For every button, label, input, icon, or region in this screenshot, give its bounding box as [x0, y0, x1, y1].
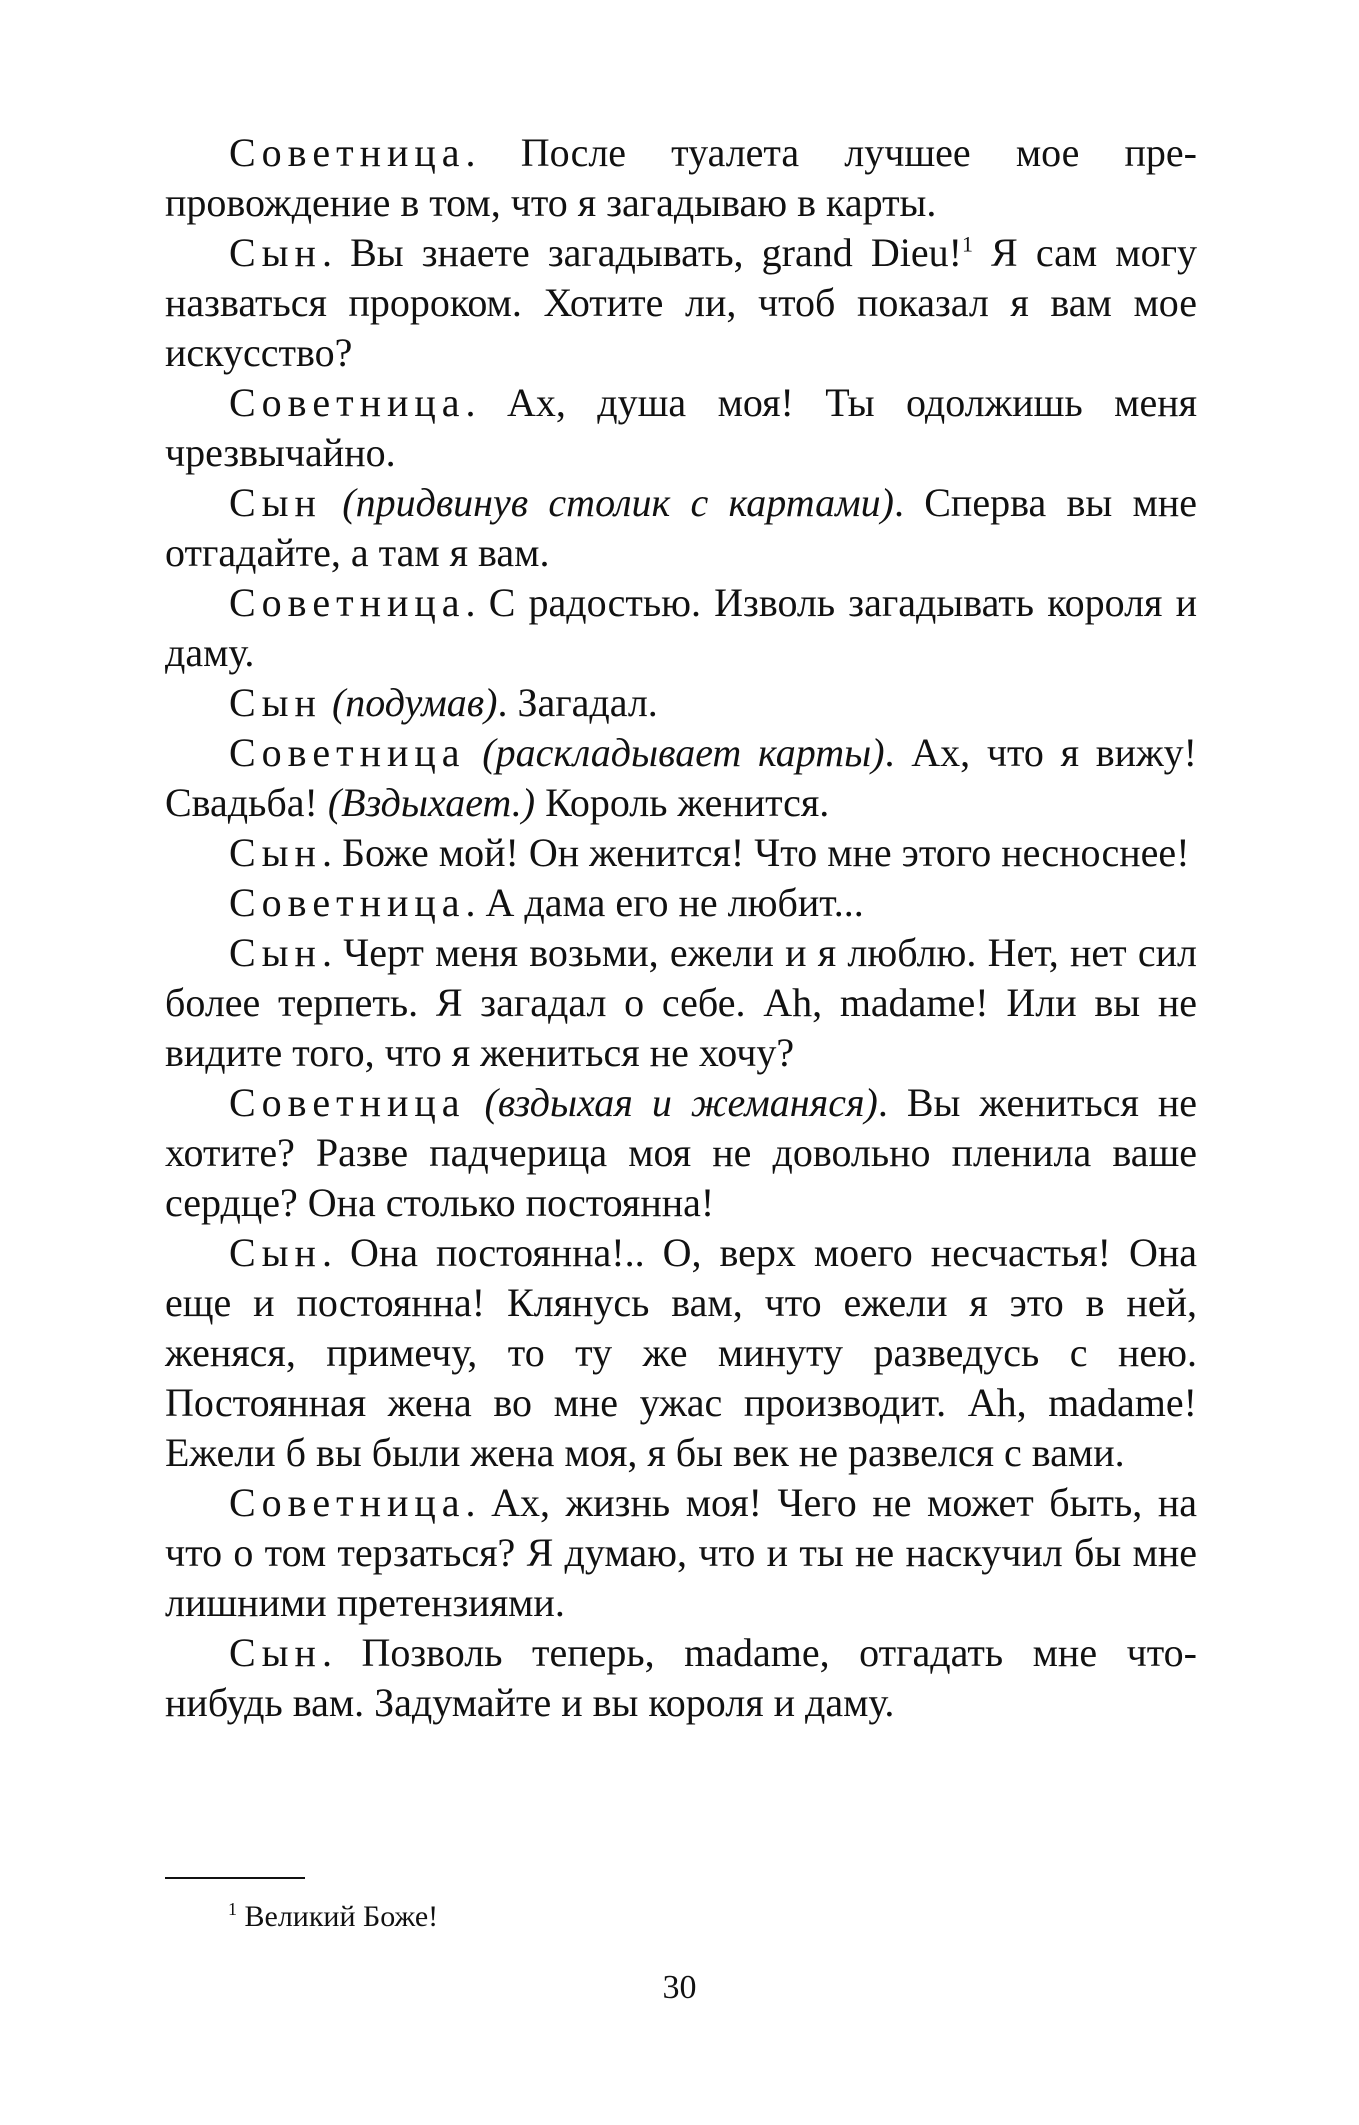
- stage-direction: (придвинув столик с картами): [342, 480, 894, 525]
- paragraph: [165, 578, 1197, 678]
- paragraph: [165, 728, 1197, 828]
- paragraph: [165, 828, 1197, 878]
- paragraph: [165, 878, 1197, 928]
- dialogue-text: . Сперва вы мне отгадайте, а там я вам.: [165, 480, 1198, 575]
- footnote-divider: [165, 1877, 305, 1879]
- dialogue-text: . Черт меня возьми, ежели и я люблю. Нет, нет сил более терпеть. Я загадал о себе. Ah, madame! Или вы не видите того, что я жениться не хочу?: [165, 930, 1197, 1075]
- dialogue-text: . Ах, жизнь моя! Чего не может быть, на что о том терзаться? Я думаю, что и ты не наскучил бы мне лишними претензиями.: [165, 1480, 1197, 1625]
- footnote-text: Великий Боже!: [237, 1900, 439, 1933]
- speaker-name: Сын: [229, 830, 322, 875]
- dialogue-text: . Позволь теперь, madame, отгадать мне что-нибудь вам. Задумайте и вы короля и даму.: [165, 1630, 1197, 1725]
- stage-direction: (вздыхая и жеманяся): [484, 1080, 878, 1125]
- dialogue-text: . А дама его не любит...: [465, 880, 864, 925]
- paragraph: [165, 1628, 1197, 1728]
- speaker-name: Сын: [229, 680, 322, 725]
- footnote: [228, 1898, 438, 1936]
- paragraph: [165, 128, 1197, 228]
- dialogue-text: . Вы знаете загадывать, grand Dieu!: [321, 230, 962, 275]
- dialogue-text: . Ах, что я вижу! Свадьба!: [165, 730, 1197, 825]
- speaker-name: Советница: [229, 580, 466, 625]
- dialogue-text: Я сам могу назваться пророком. Хотите ли, чтоб показал я вам мое искусство?: [165, 230, 1197, 375]
- speaker-name: Советница: [229, 730, 466, 775]
- paragraph: [165, 1478, 1197, 1628]
- dialogue-text: . Ах, душа моя! Ты одолжишь меня чрезвычайно.: [165, 380, 1197, 475]
- speaker-name: Советница: [229, 130, 466, 175]
- paragraph: [165, 1228, 1197, 1478]
- footnote-reference: 1: [961, 231, 973, 257]
- stage-direction: (раскладывает карты): [482, 730, 885, 775]
- dialogue-text: . Вы жениться не хотите? Разве падчерица моя не довольно пленила ваше сердце? Она столько постоянна!: [165, 1080, 1198, 1225]
- dialogue-text: . Она постоянна!.. О, верх моего несчастья! Она еще и постоянна! Клянусь вам, что ежели я это в ней, женяся, примечу, то ту же минуту разведусь с нею. Постоянная жена во мне ужас производит. Ah, madame! Ежели б вы были жена моя, я бы век не развелся с вами.: [165, 1230, 1197, 1475]
- page-number: 30: [662, 1969, 697, 2006]
- speaker-name: Советница: [229, 880, 466, 925]
- page-body: [165, 128, 1197, 1728]
- stage-direction: (подумав): [331, 680, 498, 725]
- paragraph: [165, 478, 1197, 578]
- stage-direction: (Вздыхает.): [327, 780, 536, 825]
- dialogue-text: . Боже мой! Он женится! Что мне этого несноснее!: [321, 830, 1190, 875]
- speaker-name: Сын: [229, 1230, 322, 1275]
- speaker-name: Сын: [229, 1630, 322, 1675]
- dialogue-text: . С радостью. Изволь загадывать короля и даму.: [165, 580, 1197, 675]
- dialogue-text: . Загадал.: [497, 680, 658, 725]
- paragraph: [165, 1078, 1197, 1228]
- speaker-name: Сын: [229, 930, 322, 975]
- speaker-name: Сын: [229, 230, 322, 275]
- speaker-name: Советница: [229, 1080, 466, 1125]
- footnote-marker: 1: [228, 1899, 237, 1919]
- paragraph: [165, 378, 1197, 478]
- dialogue-text: . После туалета лучшее мое препровождение в том, что я загадываю в карты.: [165, 130, 1197, 225]
- dialogue-text: Король женится.: [535, 780, 830, 825]
- speaker-name: Советница: [229, 1480, 466, 1525]
- paragraph: [165, 928, 1197, 1078]
- speaker-name: Советница: [229, 380, 466, 425]
- paragraph: [165, 678, 1197, 728]
- paragraph: [165, 228, 1197, 378]
- speaker-name: Сын: [229, 480, 322, 525]
